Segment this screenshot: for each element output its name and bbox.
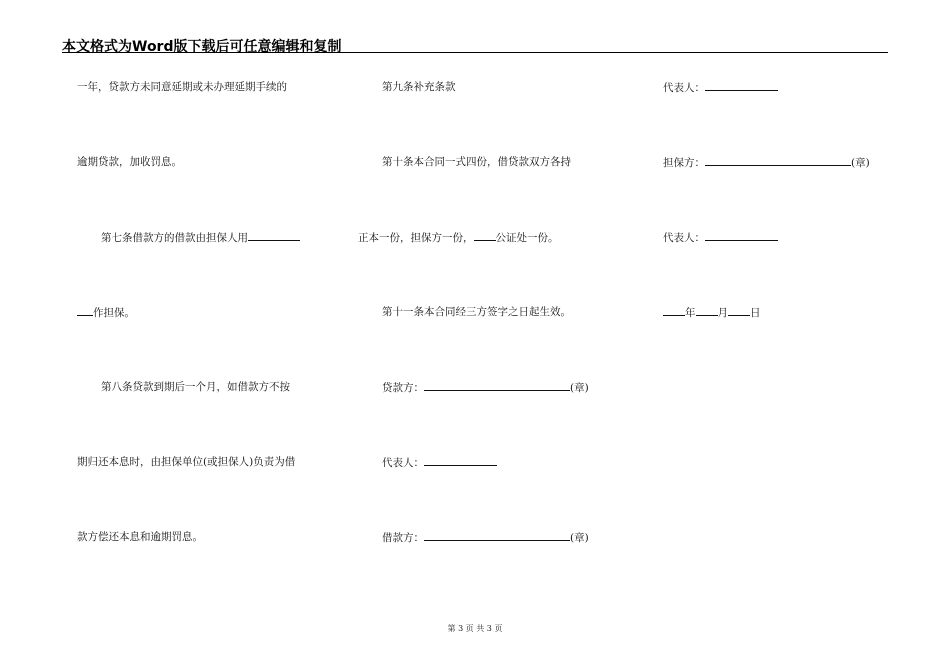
col2-line-7 <box>382 530 589 545</box>
guarantor-signature-blank <box>705 155 851 166</box>
borrower-label: 借款方： <box>382 532 424 544</box>
guarantor-label: 担保方： <box>663 157 705 169</box>
col2-line-1: 第九条补充条款 <box>382 81 456 93</box>
representative-label: 代表人： <box>382 457 424 469</box>
notary-blank <box>474 230 496 241</box>
col2-line-4: 第十一条本合同经三方签字之日起生效。 <box>382 306 571 318</box>
col2-line-5 <box>382 380 589 395</box>
col2-line-3 <box>358 230 559 245</box>
col1-line-7: 款方偿还本息和逾期罚息。 <box>77 531 203 543</box>
col1-line-2: 逾期贷款，加收罚息。 <box>77 156 182 168</box>
month-blank <box>696 305 718 316</box>
col3-line-4 <box>663 305 761 320</box>
guarantee-text: 作担保。 <box>93 307 135 319</box>
document-header-title: 本文格式为Word版下载后可任意编辑和复制 <box>62 39 342 55</box>
month-label: 月 <box>717 307 728 319</box>
borrower-signature-blank <box>424 530 570 541</box>
day-label: 日 <box>750 307 761 319</box>
representative-label: 代表人： <box>663 232 705 244</box>
borrower-seal: (章) <box>570 532 589 544</box>
col3-line-2 <box>663 155 870 170</box>
representative-blank <box>705 230 778 241</box>
representative-label: 代表人： <box>663 82 705 94</box>
copies-text-a: 正本一份，担保方一份， <box>358 232 474 244</box>
representative-blank <box>705 80 778 91</box>
col2-line-2: 第十条本合同一式四份，借贷款双方各持 <box>382 156 571 168</box>
col1-line-1: 一年，贷款方未同意延期或未办理延期手续的 <box>77 81 287 93</box>
copies-text-b: 公证处一份。 <box>495 232 559 244</box>
guarantor-clause-text: 第七条借款方的借款由担保人用 <box>101 232 248 244</box>
col3-line-1 <box>663 80 778 95</box>
guarantor-seal: (章) <box>851 157 870 169</box>
year-label: 年 <box>685 307 696 319</box>
col1-line-4 <box>77 305 135 320</box>
col1-line-6: 期归还本息时，由担保单位(或担保人)负责为借 <box>77 456 296 468</box>
lender-signature-blank <box>424 380 570 391</box>
page-number: 第 3 页 共 3 页 <box>447 624 503 633</box>
col1-line-5: 第八条贷款到期后一个月，如借款方不按 <box>101 381 290 393</box>
representative-blank <box>424 455 497 466</box>
col2-line-6 <box>382 455 497 470</box>
guarantor-blank <box>248 230 300 241</box>
col1-line-3 <box>101 230 300 245</box>
day-blank <box>728 305 750 316</box>
col3-line-3 <box>663 230 778 245</box>
header-divider <box>62 52 888 53</box>
lender-label: 贷款方： <box>382 382 424 394</box>
year-blank <box>663 305 685 316</box>
guarantee-blank <box>77 305 93 316</box>
lender-seal: (章) <box>570 382 589 394</box>
